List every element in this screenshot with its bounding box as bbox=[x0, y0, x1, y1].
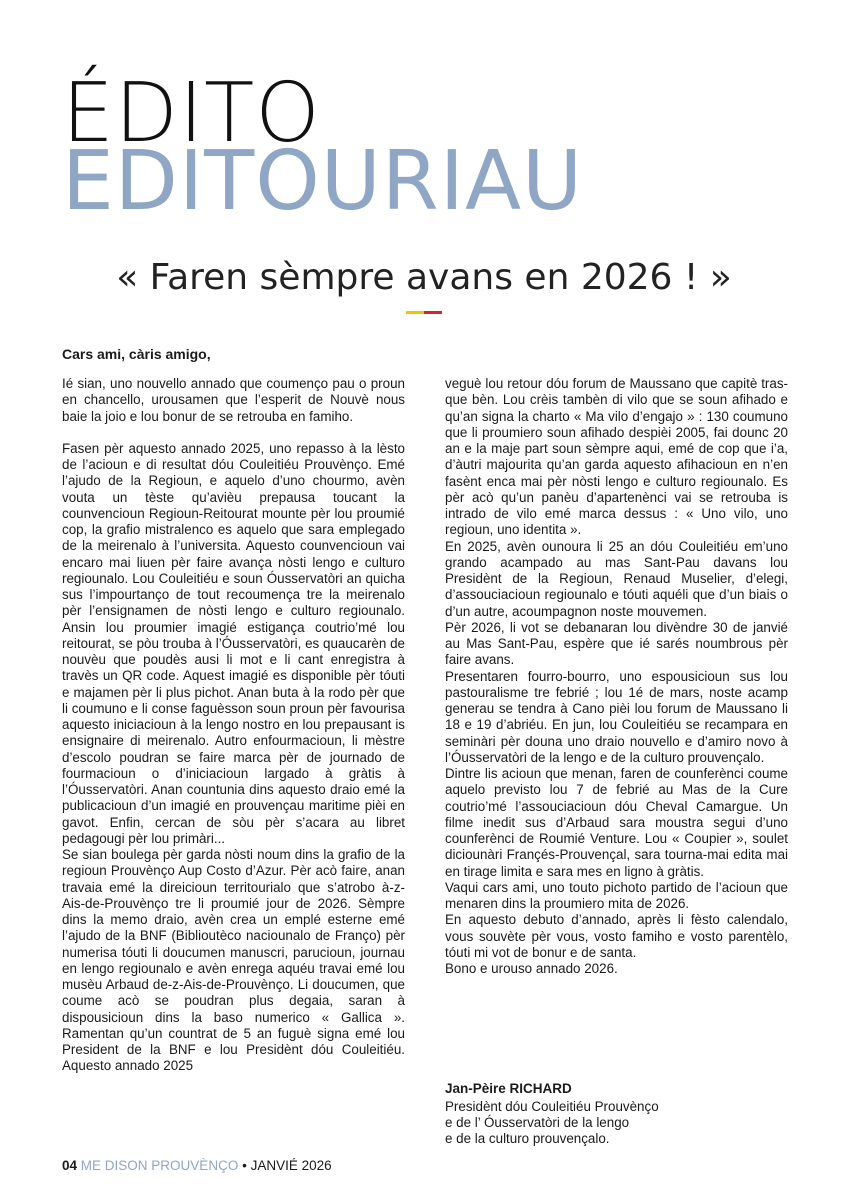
signature-line: e de la culturo prouvençalo. bbox=[445, 1131, 610, 1146]
paragraph: Vaqui cars ami, uno touto pichoto partido de l’acioun que menaren dins la proumiero mita de 2026. bbox=[445, 879, 788, 911]
paragraph: Bono e urouso annado 2026. bbox=[445, 961, 618, 976]
paragraph: Presentaren fourro-bourro, uno espousicioun sus lou pastouralisme tre febrié ; lou 1é de mars, noste acamp generau se tendra à Cano pièi lou forum de Maussano li 18 e 19 d’abriéu. En jun, lou Couleitiéu se recampara en seminàri pèr douna uno draio nouvello e d’amiro novo à l’Óusservatòri de la lengo e de la culturo prouvençalo. bbox=[445, 668, 788, 765]
signature-line: Presidènt dóu Couleitiéu Prouvènço bbox=[445, 1099, 659, 1114]
accent-bar-yellow bbox=[406, 311, 424, 314]
paragraph: Se sian boulega pèr garda nòsti noum dins la grafio de la regioun Prouvènço Aup Costo d’Azur. Pèr acò faire, anan travaia emé la direicioun territourialo que s’atrobo à-z-Ais-de-Prouvènço tre li proumié jour de 2026. Sèmpre dins la memo draio, avèn crea un emplé esterne emé l’ajudo de la BNF (Biblioutèco naciounalo de Franço) pèr numerisa tóuti li doucumen manuscri, parucioun, journau en lengo regiounalo e avèn enrega aquéu travai emé lou musèu Arbaud de-z-Ais-de-Prouvènço. Li doucumen, que coume acò se poudran plus degaia, saran à dispousicioun dins la baso numerico « Gallica ». Ramentan qu’un countrat de 5 an fuguè signa emé lou President de la BNF e lou Presidènt dóu Couleitiéu. Aquesto annado 2025 bbox=[62, 847, 405, 1074]
paragraph: Pèr 2026, li vot se debanaran lou divèndre 30 de janvié au Mas Sant-Pau, espère que ié sarés noumbrous pèr faire avans. bbox=[445, 619, 788, 668]
issue-date: JANVIÉ 2026 bbox=[250, 1158, 332, 1173]
salutation: Cars ami, càris amigo, bbox=[62, 346, 211, 362]
paragraph: veguè lou retour dóu forum de Maussano que capitè tras-que bèn. Lou crèis tambèn di vilo que se soun afihado e qu’an signa la charto « Ma vilo d’engajo » : 130 coumuno que li proumiero soun afihado despièi 2005, fai dounc 20 an e la maje part soun sèmpre aqui, emé de cop que i’a, d’àutri majourita qu’an garda aquesto afihacioun en n’en fasènt enca mai pèr nòsti lengo e culturo regiounalo. Es pèr acò qu’un panèu d’apartenènci vai se retrouba is intrado de vilo emé marca dessus : « Uno vilo, uno regioun, uno identita ». bbox=[445, 376, 788, 538]
paragraph: Fasen pèr aquesto annado 2025, uno repasso à la lèsto de l’acioun e di resultat dóu Couleitiéu Prouvènço. Emé l’ajudo de la Regioun, e aquelo d’uno chourmo, avèn vouta un tèste qu’avièu prepausa toucant la counvencioun Regioun-Reitourat mounte pèr lou proumié cop, la grafio mistralenco es aquelo que sara emplegado de la meirenalo à l’universita. Aquesto counvencioun vai encaro mai liuen pèr faire avança nòsti lengo e culturo regiounalo. Lou Couleitiéu e soun Óusservatòri an quicha sus l’impourtanço de tout recoumença tre la meirenalo pèr l’ensignamen de nòsti lengo e culturo regiounalo. Ansin lou proumier imagié estigança coutrio’mé lou reitourat, se pòu trouba à l’Óusservatòri, es quaucarèn de nouvèu que poudès ausi li mot e li cant enregistra à travès un QR code. Aquest imagié es disponible pèr tóuti e majamen pèr li plus pichot. Anan buta à la rodo pèr que li coumuno e li conse faguèsson soun proun pèr favourisa aquesto iniciacioun à la lengo nostro en lou prepausant is ensignaire di meirenalo. Autro enfourmacioun, li mèstre d’escolo poudran se faire marca pèr de journado de fourmacioun o d’iniciacioun largado à gràtis à l’Óusservatòri. Anan countunia dins aquesto draio emé la publicacioun d’un imagié en prouvençau maritime pièi en gavot. Enfin, cercan de sòu pèr s’acara au libret pedagougi pèr lou primàri... bbox=[62, 440, 405, 846]
page-footer bbox=[62, 1158, 332, 1173]
accent-bar-red bbox=[424, 311, 442, 314]
paragraph: Dintre lis acioun que menan, faren de counferènci coume aquelo previsto lou 7 de febrié au Mas de la Cure coutrio’mé l’assouciacioun dóu Cheval Camargue. Un filme inedit sus d’Arbaud sara moustra segui d’uno counferènci de Roumié Venture. Lou « Coupier », soulet diciounàri Françés-Prouvençal, sara tourna-mai edita mai en tirage limita e sara mes en ligno à gràtis. bbox=[445, 766, 788, 879]
right-column bbox=[445, 376, 788, 977]
editouriau-title: EDITOURIAU bbox=[62, 134, 584, 229]
paragraph: Ié sian, uno nouvello annado que coumenço pau o proun en chancello, urousamen que l’esperit de Nouvè nous baie la joio e lou bonur de se retrouba en famiho. bbox=[62, 376, 405, 424]
signature-line: e de l’ Óusservatòri de la lengo bbox=[445, 1115, 630, 1130]
left-column bbox=[62, 376, 405, 1075]
magazine-name: ME DISON PROUVÈNÇO bbox=[80, 1158, 239, 1173]
footer-separator: • bbox=[242, 1158, 247, 1173]
paragraph: En aquesto debuto d’annado, après li fèsto calendalo, vous souvète pèr vous, vosto famiho e vosto parentèlo, tóuti mi vot de bonur e de santa. bbox=[445, 912, 788, 960]
edito-title: ÉDITO bbox=[62, 66, 321, 161]
paragraph: En 2025, avèn ounoura li 25 an dóu Couleitiéu em’uno grando acampado au mas Sant-Pau davans lou Presidènt de la Regioun, Renaud Muselier, d’elegi, d’assouciacioun regiounalo e tóuti aquéli que d’un biais o d’un autre, acoumpagnon noste mouvemen. bbox=[445, 538, 788, 619]
page-number: 04 bbox=[62, 1158, 78, 1173]
headline-quote: « Faren sèmpre avans en 2026 ! » bbox=[116, 257, 732, 298]
signature-name: Jan-Pèire RICHARD bbox=[445, 1081, 572, 1096]
